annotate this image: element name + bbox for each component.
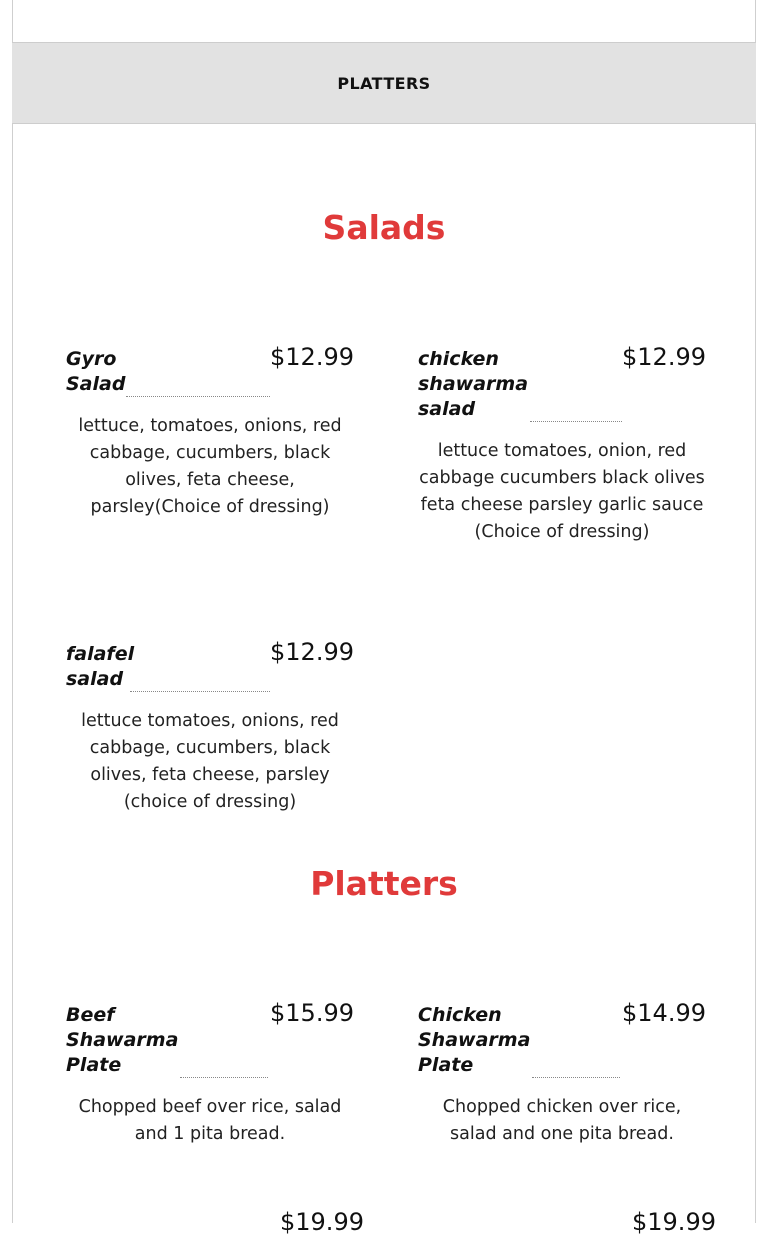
item-price: $12.99 bbox=[622, 343, 706, 371]
dotted-leader bbox=[530, 421, 622, 422]
item-description: lettuce, tomatoes, onions, red cabbage, cucumbers, black olives, feta cheese, parsley(Choice of dressing) bbox=[78, 416, 342, 517]
item-price: $15.99 bbox=[270, 999, 354, 1027]
section-title-salads: Salads bbox=[322, 208, 446, 247]
item-price: $14.99 bbox=[622, 999, 706, 1027]
item-name: Beef Shawarma Plate bbox=[66, 1004, 179, 1076]
item-description: lettuce tomatoes, onions, red cabbage, cucumbers, black olives, feta cheese, parsley (choice of dressing) bbox=[81, 711, 339, 812]
menu-item-beef-shawarma-plate[interactable] bbox=[66, 999, 354, 1148]
menu-item-chicken-shawarma-salad[interactable] bbox=[418, 343, 706, 546]
item-price: $12.99 bbox=[270, 638, 354, 666]
item-description: Chopped beef over rice, salad and 1 pita bread. bbox=[78, 1097, 342, 1144]
section-title-platters: Platters bbox=[310, 864, 458, 903]
dotted-leader bbox=[180, 1077, 268, 1078]
tab-label: PLATTERS bbox=[337, 73, 431, 93]
dotted-leader bbox=[532, 1077, 620, 1078]
menu-item-chicken-shawarma-plate[interactable] bbox=[418, 999, 706, 1148]
item-price-cutoff: $19.99 bbox=[280, 1208, 364, 1236]
item-price: $12.99 bbox=[270, 343, 354, 371]
dotted-leader bbox=[126, 396, 270, 397]
dotted-leader bbox=[130, 691, 270, 692]
item-price-cutoff: $19.99 bbox=[632, 1208, 716, 1236]
item-name: chicken shawarma salad bbox=[418, 348, 529, 420]
item-name: Chicken Shawarma Plate bbox=[418, 1004, 531, 1076]
tab-platters[interactable] bbox=[12, 42, 756, 124]
menu-item-gyro-salad[interactable] bbox=[66, 343, 354, 521]
item-name: falafel salad bbox=[66, 643, 135, 690]
item-description: Chopped chicken over rice, salad and one pita bread. bbox=[442, 1097, 682, 1144]
menu-item-falafel-salad[interactable] bbox=[66, 638, 354, 816]
item-name: Gyro Salad bbox=[66, 348, 126, 395]
item-description: lettuce tomatoes, onion, red cabbage cucumbers black olives feta cheese parsley garlic sauce (Choice of dressing) bbox=[419, 441, 705, 542]
